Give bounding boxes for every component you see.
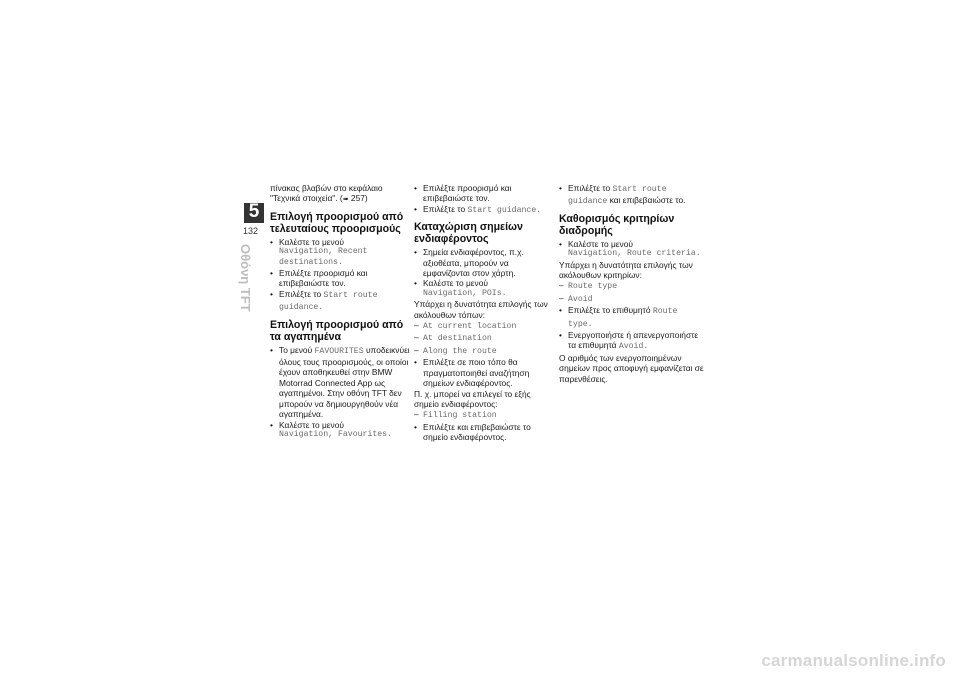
heading-poi: Καταχώριση σημείων ενδιαφέροντος [414, 221, 523, 246]
reference-arrow-icon: ➠ [342, 196, 349, 204]
bullet-item [270, 420, 410, 441]
option-value: Filling station [423, 411, 497, 421]
bullet-text: Επιλέξτε το [568, 183, 611, 193]
bullet-item [559, 330, 704, 353]
menu-path: Navigation, Favourites. [279, 429, 393, 439]
bullet-text: Καλέστε το μενού [423, 278, 488, 289]
bullet-text: υποδεικνύει όλους τους προορισμούς, οι οποίοι έχουν αποθηκευθεί στην BMW Motorrad Connected App ως αγαπημένοι. Στην οθόνη TFT δεν μπορούν να δημιουργηθούν νέα αγαπημένα. [279, 344, 410, 420]
bullet-item [414, 247, 554, 278]
option-value: Avoid [568, 294, 593, 304]
section-label-wrap [237, 244, 257, 344]
menu-path: Navigation, Route criteria. [568, 249, 701, 259]
bullet-item [414, 204, 554, 216]
dash-item [414, 345, 554, 357]
bullet-text: Επιλέξτε προορισμό και επιβεβαιώστε τον. [423, 183, 512, 204]
dash-item [414, 320, 554, 332]
bullet-item [270, 237, 410, 268]
intro-line-2: "Τεχνικά στοιχεία". ( [270, 193, 343, 204]
menu-command: Start guidance. [467, 205, 542, 215]
bullet-text: Επιλέξτε σε ποιο τόπο θα πραγματοποιηθεί αναζήτηση σημείων ενδιαφέροντος. [423, 357, 530, 389]
bullet-text: Το μενού [279, 344, 313, 355]
menu-command: Avoid. [618, 342, 649, 352]
menu-path: Navigation, POIs. [423, 288, 507, 298]
column-1 [270, 183, 410, 440]
paragraph: Ο αριθμός των ενεργοποιημένων σημείων προς αποφυγή εμφανίζεται σε παρενθέσεις. [559, 352, 704, 384]
option-value: At destination [423, 334, 492, 344]
option-value: Along the route [423, 346, 497, 356]
page-number: 132 [243, 226, 259, 236]
dash-item [559, 280, 704, 292]
watermark: carmanualsonline.info [761, 651, 946, 670]
bullet-item [270, 268, 410, 289]
bullet-text: Επιλέξτε το [279, 288, 322, 299]
option-value: Route type [568, 282, 618, 292]
heading-favourites: Επιλογή προορισμού από τα αγαπημένα [270, 318, 404, 343]
paragraph: Π. χ. μπορεί να επιλεγεί το εξής σημείο ενδιαφέροντος: [414, 388, 531, 409]
section-label: Οθόνη TFT [238, 244, 253, 312]
option-value: At current location [423, 322, 517, 332]
paragraph: Υπάρχει η δυνατότητα επιλογής των ακόλουθων τόπων: [414, 299, 548, 320]
menu-path: Navigation, Recent destinations. [279, 247, 368, 267]
page-reference: 257) [348, 193, 368, 204]
bullet-item [559, 183, 704, 208]
menu-command: FAVOURITES [314, 346, 364, 356]
bullet-item [559, 305, 704, 330]
menu-command: Start route guidance. [279, 290, 378, 313]
bullet-item [270, 345, 410, 420]
bullet-text: Ενεργοποιήστε ή απενεργοποιήστε τα επιθυμητά [568, 330, 699, 351]
bullet-item [414, 278, 554, 299]
bullet-item [270, 289, 410, 314]
heading-recent-destinations: Επιλογή προορισμού από τελευταίους προορισμούς [270, 210, 404, 235]
bullet-item [414, 357, 554, 388]
bullet-text: Καλέστε το μενού [279, 419, 344, 430]
menu-command: Start route guidance [568, 185, 667, 207]
intro-line-1: πίνακας βλαβών στο κεφάλαιο [270, 183, 383, 193]
bullet-item [559, 239, 704, 260]
dash-item [414, 409, 554, 421]
bullet-text: Καλέστε το μενού [568, 238, 633, 249]
bullet-text: Επιλέξτε και επιβεβαιώστε το σημείο ενδιαφέροντος. [423, 421, 531, 443]
bullet-text: Καλέστε το μενού [279, 236, 344, 247]
column-2 [414, 183, 554, 443]
bullet-text: και επιβεβαιώστε το. [609, 195, 686, 206]
heading-route-criteria: Καθορισμός κριτηρίων διαδρομής [559, 212, 675, 237]
paragraph: Υπάρχει η δυνατότητα επιλογής των ακόλουθων κριτηρίων: [559, 259, 693, 281]
intro-text [270, 183, 410, 206]
column-3 [559, 183, 704, 384]
chapter-number: 5 [248, 201, 260, 222]
menu-command: Route type. [568, 307, 678, 329]
bullet-text: Σημεία ενδιαφέροντος, π.χ. αξιοθέατα, μπορούν να εμφανίζονται στον χάρτη. [423, 247, 524, 279]
bullet-item [414, 422, 554, 443]
bullet-text: Επιλέξτε το [423, 203, 466, 214]
dash-item [559, 293, 704, 305]
bullet-item [414, 183, 554, 204]
bullet-text: Επιλέξτε το επιθυμητό [568, 305, 651, 316]
dash-item [414, 332, 554, 344]
bullet-text: Επιλέξτε προορισμό και επιβεβαιώστε τον. [279, 268, 368, 289]
